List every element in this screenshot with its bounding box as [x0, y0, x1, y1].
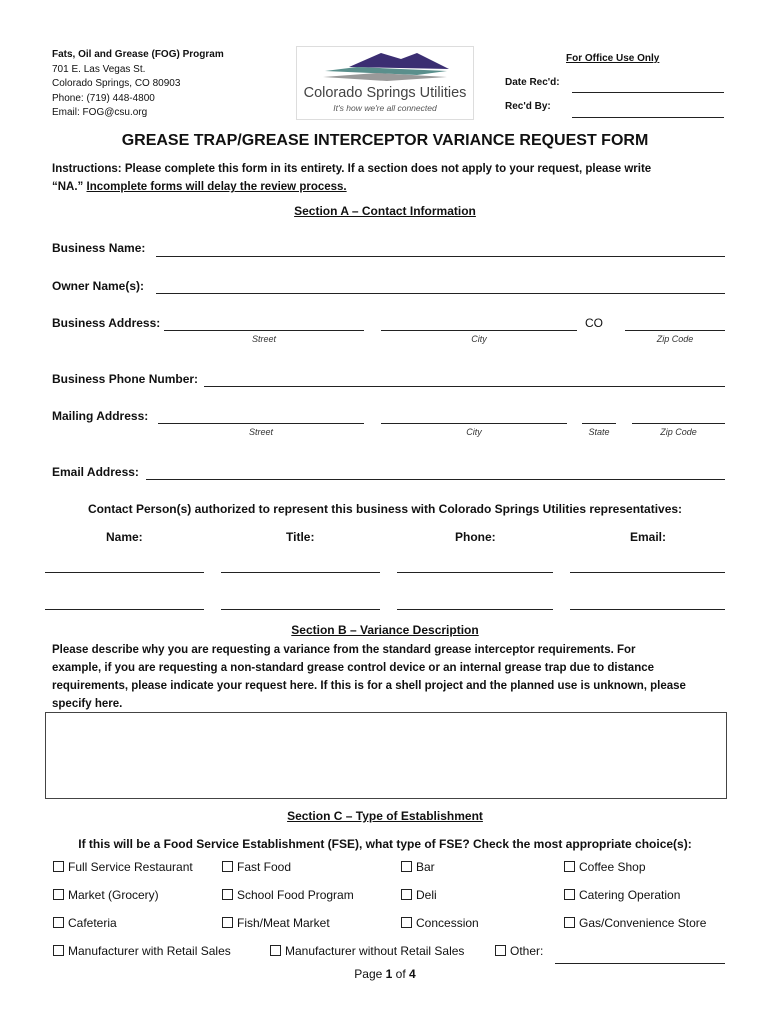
instructions: [52, 160, 732, 196]
recd-by-label: Rec'd By:: [505, 101, 551, 112]
contact2-title-field[interactable]: [221, 609, 380, 610]
option-gas-convenience-store[interactable]: Gas/Convenience Store: [564, 916, 706, 930]
mailing-street-field[interactable]: [158, 423, 364, 424]
checkbox-icon[interactable]: [53, 861, 64, 872]
checkbox-icon[interactable]: [222, 861, 233, 872]
office-use-title: For Office Use Only: [566, 53, 660, 64]
csu-logo: [296, 46, 474, 120]
option-concession[interactable]: Concession: [401, 916, 479, 930]
option-catering-operation[interactable]: Catering Operation: [564, 888, 680, 902]
mailing-address-label: Mailing Address:: [52, 409, 149, 423]
logo-name: Colorado Springs Utilities: [303, 85, 467, 101]
mailing-city-caption: City: [466, 427, 482, 437]
program-phone: Phone: (719) 448-4800: [52, 92, 155, 104]
checkbox-icon[interactable]: [564, 917, 575, 928]
city-caption: City: [471, 334, 487, 344]
variance-line-3: requirements, please indicate your request here. If this is for a shell project and the planned use is unknown, please: [52, 680, 686, 692]
option-manufacturer-without-retail[interactable]: Manufacturer without Retail Sales: [270, 944, 464, 958]
option-cafeteria[interactable]: Cafeteria: [53, 916, 117, 930]
form-title: GREASE TRAP/GREASE INTERCEPTOR VARIANCE REQUEST FORM: [121, 132, 649, 149]
owner-names-field[interactable]: [156, 293, 725, 294]
mailing-zip-caption: Zip Code: [660, 427, 697, 437]
contact-col-phone: Phone:: [455, 530, 496, 544]
checkbox-icon[interactable]: [222, 917, 233, 928]
mailing-state-field[interactable]: [582, 423, 616, 424]
business-name-label: Business Name:: [52, 241, 146, 255]
option-manufacturer-with-retail[interactable]: Manufacturer with Retail Sales: [53, 944, 231, 958]
checkbox-icon[interactable]: [495, 945, 506, 956]
business-address-label: Business Address:: [52, 316, 161, 330]
option-fast-food[interactable]: Fast Food: [222, 860, 291, 874]
fse-question: If this will be a Food Service Establishment (FSE), what type of FSE? Check the most appropriate choice(s):: [78, 837, 692, 851]
mailing-city-field[interactable]: [381, 423, 567, 424]
total-pages: 4: [409, 967, 416, 981]
contact2-name-field[interactable]: [45, 609, 204, 610]
option-fish-meat-market[interactable]: Fish/Meat Market: [222, 916, 330, 930]
contact2-phone-field[interactable]: [397, 609, 553, 610]
contact-col-email: Email:: [630, 530, 667, 544]
checkbox-icon[interactable]: [564, 861, 575, 872]
contact-col-name: Name:: [106, 530, 143, 544]
email-address-label: Email Address:: [52, 465, 139, 479]
contact1-name-field[interactable]: [45, 572, 204, 573]
checkbox-icon[interactable]: [53, 917, 64, 928]
checkbox-icon[interactable]: [53, 889, 64, 900]
mountain-logo-icon: [297, 49, 473, 85]
contact-intro: Contact Person(s) authorized to represent this business with Colorado Springs Utilities representatives:: [87, 502, 683, 516]
page-number: Page 1 of 4: [354, 967, 416, 981]
owner-names-label: Owner Name(s):: [52, 279, 145, 293]
option-full-service-restaurant[interactable]: Full Service Restaurant: [53, 860, 193, 874]
business-city-field[interactable]: [381, 330, 577, 331]
checkbox-icon[interactable]: [401, 917, 412, 928]
program-name: Fats, Oil and Grease (FOG) Program: [52, 49, 224, 60]
checkbox-icon[interactable]: [53, 945, 64, 956]
street-caption: Street: [251, 334, 276, 344]
checkbox-icon[interactable]: [222, 889, 233, 900]
other-specify-field[interactable]: [555, 963, 725, 964]
variance-line-2: example, if you are requesting a non-standard grease control device or an internal grease trap due to distance: [52, 662, 655, 674]
section-a-heading: Section A – Contact Information: [294, 204, 476, 218]
checkbox-icon[interactable]: [401, 889, 412, 900]
variance-description-textarea[interactable]: [45, 712, 727, 799]
variance-instructions: [52, 641, 742, 713]
contact1-phone-field[interactable]: [397, 572, 553, 573]
program-email: Email: FOG@csu.org: [52, 107, 148, 118]
option-market-grocery[interactable]: Market (Grocery): [53, 888, 159, 902]
date-recd-field[interactable]: [572, 92, 724, 93]
business-phone-label: Business Phone Number:: [52, 372, 199, 386]
option-bar[interactable]: Bar: [401, 860, 435, 874]
checkbox-icon[interactable]: [564, 889, 575, 900]
mailing-street-caption: Street: [248, 427, 273, 437]
mailing-state-caption: State: [588, 427, 610, 437]
address-line-1: 701 E. Las Vegas St.: [52, 63, 146, 75]
contact1-title-field[interactable]: [221, 572, 380, 573]
zip-caption: Zip Code: [656, 334, 694, 344]
recd-by-field[interactable]: [572, 117, 724, 118]
business-zip-field[interactable]: [625, 330, 725, 331]
email-address-field[interactable]: [146, 479, 725, 480]
business-phone-field[interactable]: [204, 386, 725, 387]
instructions-na: “NA.”: [52, 181, 87, 193]
business-street-field[interactable]: [164, 330, 364, 331]
current-page: 1: [385, 967, 393, 981]
contact1-email-field[interactable]: [570, 572, 725, 573]
option-deli[interactable]: Deli: [401, 888, 437, 902]
address-line-2: Colorado Springs, CO 80903: [52, 78, 181, 89]
option-other[interactable]: Other:: [495, 944, 543, 958]
variance-line-1: Please describe why you are requesting a variance from the standard grease interceptor requirements. For: [52, 644, 636, 656]
contact-col-title: Title:: [286, 530, 315, 544]
variance-line-4: specify here.: [52, 698, 123, 710]
mailing-zip-field[interactable]: [632, 423, 725, 424]
logo-tagline: It's how we're all connected: [333, 103, 437, 113]
checkbox-icon[interactable]: [401, 861, 412, 872]
business-name-field[interactable]: [156, 256, 725, 257]
date-recd-label: Date Rec'd:: [505, 77, 560, 88]
instructions-warning: Incomplete forms will delay the review process.: [86, 181, 347, 193]
instructions-line-1: Instructions: Please complete this form in its entirety. If a section does not apply to your request, please write: [52, 163, 652, 175]
program-header: [52, 48, 224, 121]
section-c-heading: Section C – Type of Establishment: [287, 809, 483, 823]
option-school-food-program[interactable]: School Food Program: [222, 888, 354, 902]
business-state-value: CO: [585, 316, 603, 330]
contact2-email-field[interactable]: [570, 609, 725, 610]
section-b-heading: Section B – Variance Description: [291, 623, 479, 637]
checkbox-icon[interactable]: [270, 945, 281, 956]
option-coffee-shop[interactable]: Coffee Shop: [564, 860, 646, 874]
